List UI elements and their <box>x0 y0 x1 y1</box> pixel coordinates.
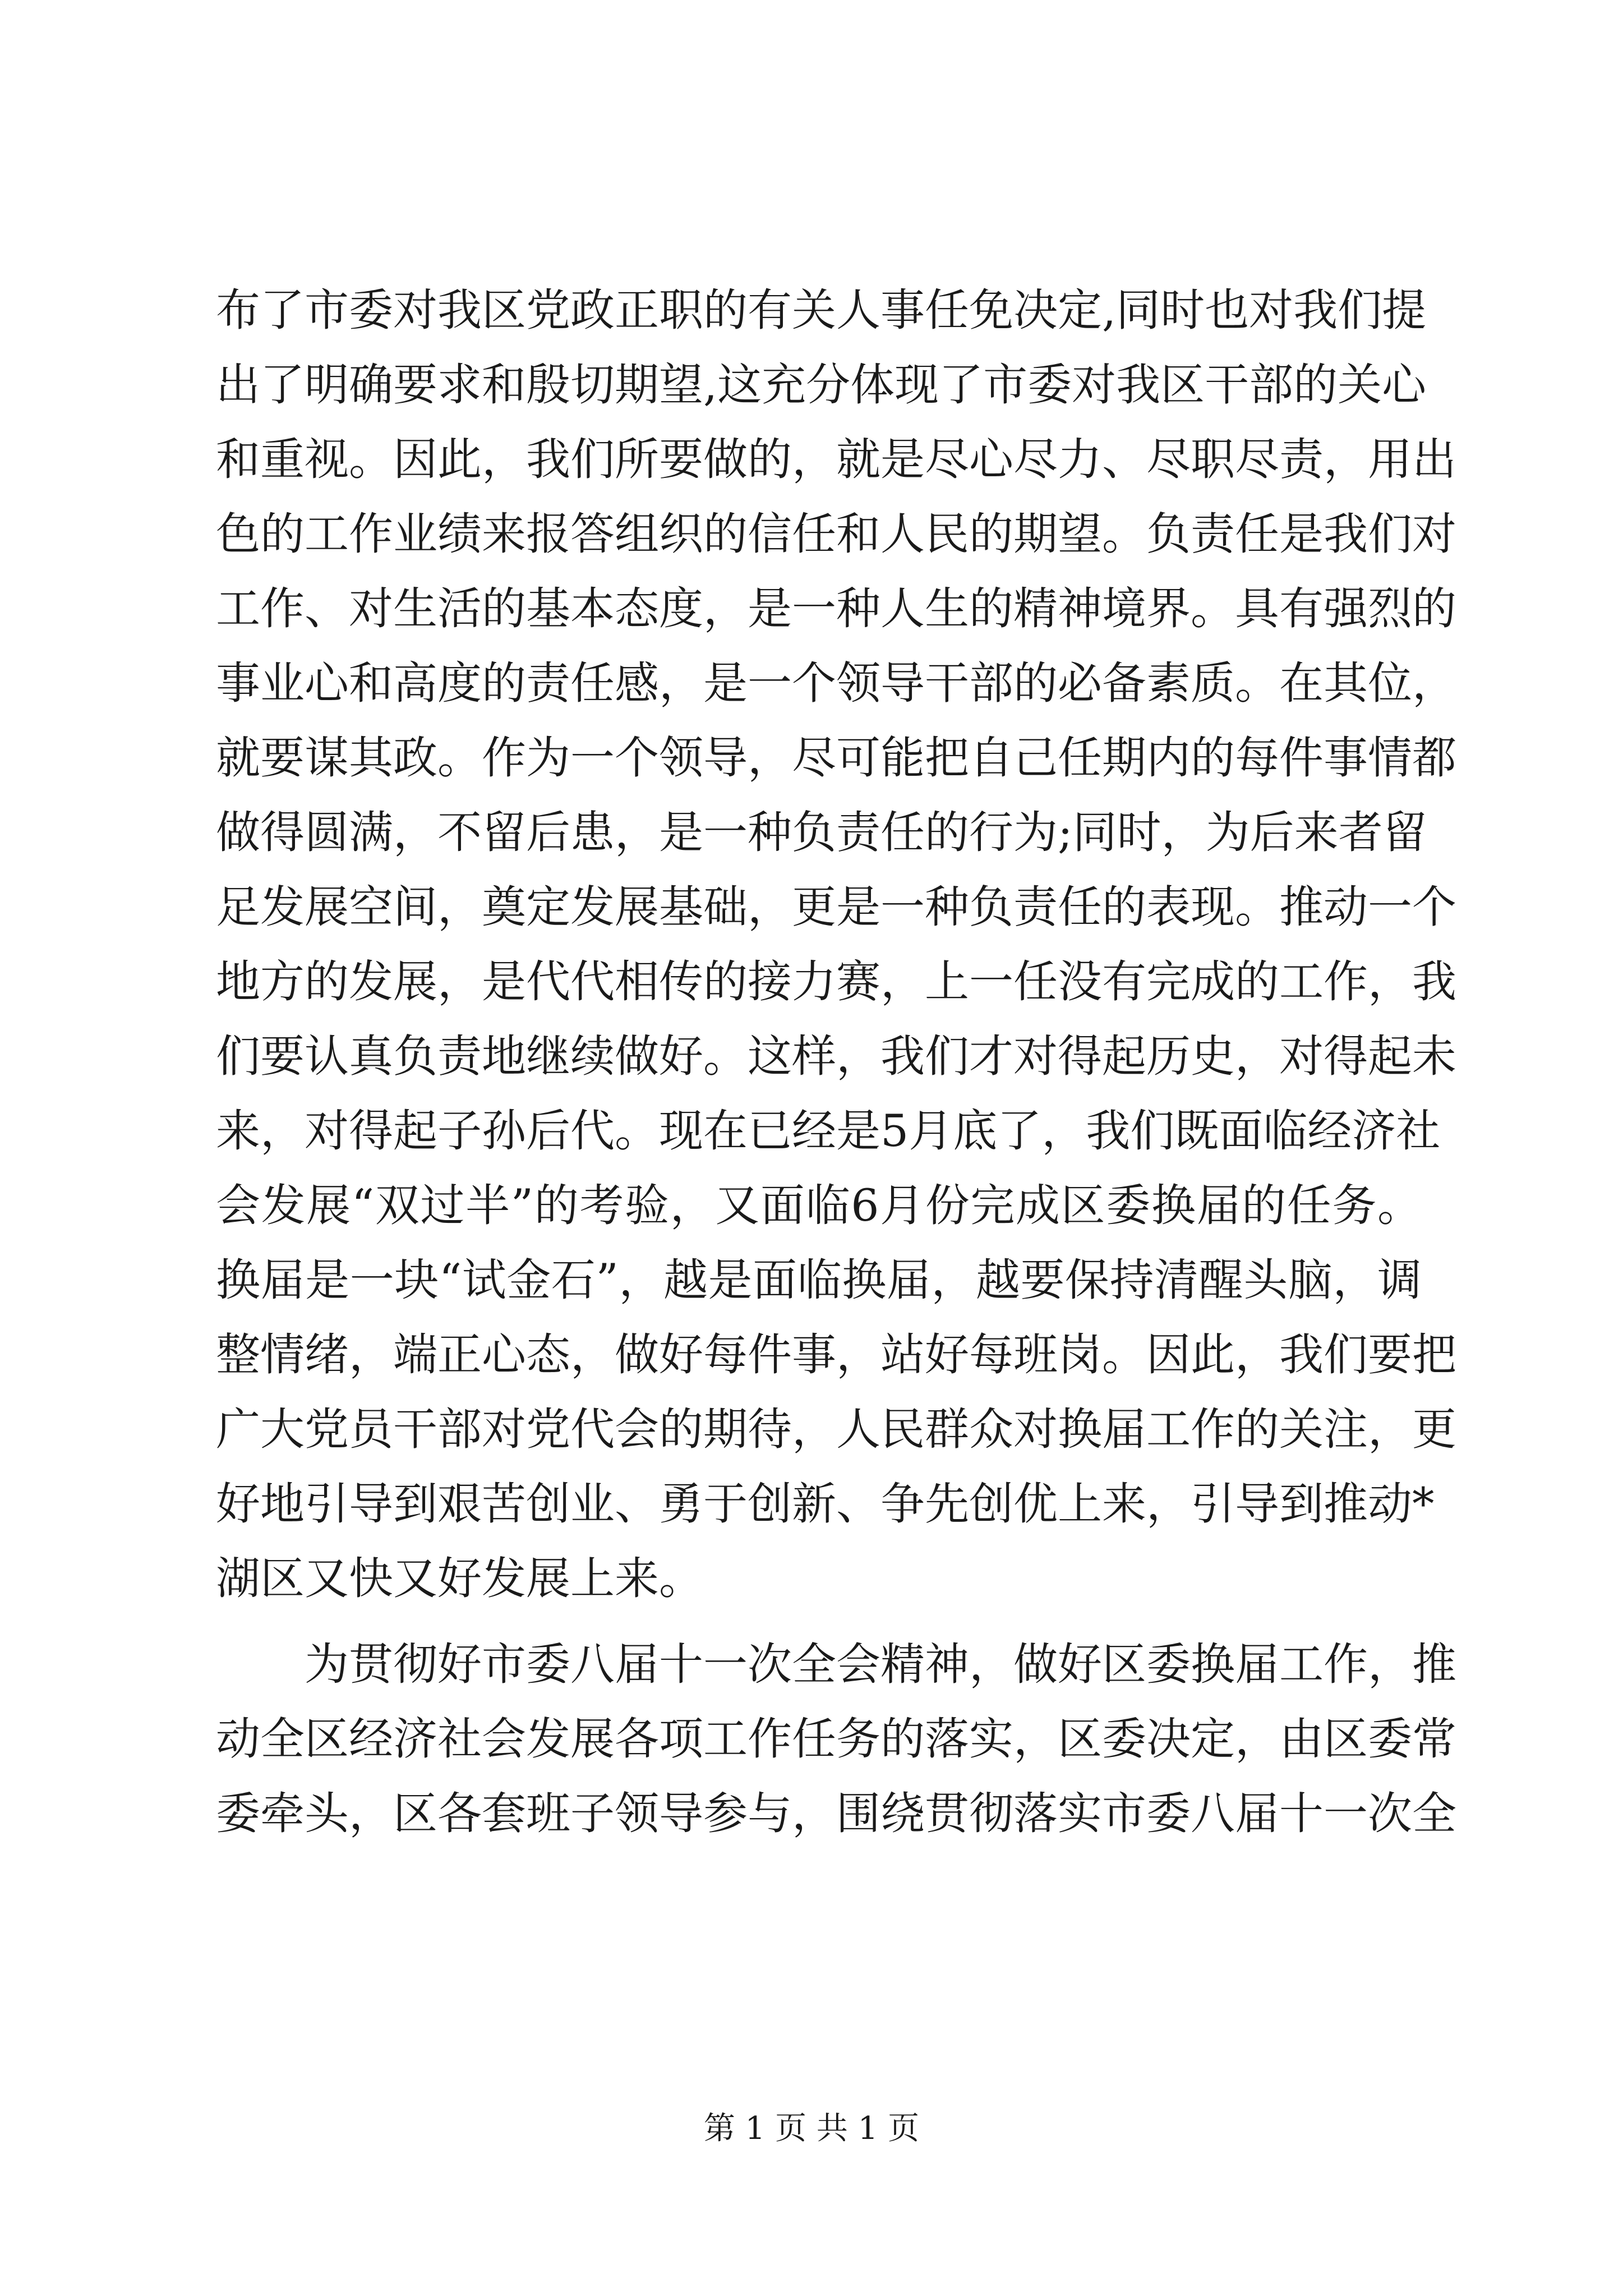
text-line: 为贯彻好市委八届十一次全会精神，做好区委换届工作，推 <box>305 1639 1456 1690</box>
text-line: 地方的发展，是代代相传的接力赛，上一任没有完成的工作，我 <box>216 956 1456 1007</box>
text-line: 工作、对生活的基本态度，是一种人生的精神境界。具有强烈的 <box>216 583 1456 634</box>
text-line: 们要认真负责地继续做好。这样，我们才对得起历史，对得起未 <box>216 1030 1456 1082</box>
text-line: 会发展“双过半”的考验，又面临6月份完成区委换届的任务。 <box>216 1180 1422 1231</box>
text-line: 换届是一块“试金石”，越是面临换届，越要保持清醒头脑，调 <box>216 1254 1422 1306</box>
paragraph-1 <box>216 283 1456 1606</box>
text-line: 动全区经济社会发展各项工作任务的落实，区委决定，由区委常 <box>216 1713 1456 1765</box>
text-line: 委牵头，区各套班子领导参与，围绕贯彻落实市委八届十一次全 <box>216 1788 1456 1839</box>
text-line: 湖区又快又好发展上来。 <box>216 1553 703 1604</box>
page-number-footer: 第 1 页 共 1 页 <box>703 2110 920 2147</box>
text-line: 广大党员干部对党代会的期待，人民群众对换届工作的关注，更 <box>216 1404 1456 1455</box>
paragraph-2 <box>216 1637 1456 1841</box>
text-line: 出了明确要求和殷切期望,这充分体现了市委对我区干部的关心 <box>216 359 1427 411</box>
text-line: 来，对得起子孙后代。现在已经是5月底了，我们既面临经济社 <box>216 1105 1441 1157</box>
paragraph-spacer <box>216 1626 1422 1637</box>
text-line: 色的工作业绩来报答组织的信任和人民的期望。负责任是我们对 <box>216 508 1456 560</box>
document-body <box>216 283 1456 1861</box>
text-line: 和重视。因此，我们所要做的，就是尽心尽力、尽职尽责，用出 <box>216 434 1456 485</box>
text-line: 做得圆满，不留后患，是一种负责任的行为;同时，为后来者留 <box>216 807 1427 858</box>
text-line: 事业心和高度的责任感，是一个领导干部的必备素质。在其位， <box>216 657 1456 709</box>
text-line: 布了市委对我区党政正职的有关人事任免决定,同时也对我们提 <box>216 284 1427 336</box>
text-line: 好地引导到艰苦创业、勇于创新、争先创优上来，引导到推动* <box>216 1478 1435 1530</box>
text-line: 整情绪，端正心态，做好每件事，站好每班岗。因此，我们要把 <box>216 1329 1456 1381</box>
text-line: 就要谋其政。作为一个领导，尽可能把自己任期内的每件事情都 <box>216 732 1456 784</box>
text-line: 足发展空间，奠定发展基础，更是一种负责任的表现。推动一个 <box>216 881 1456 933</box>
